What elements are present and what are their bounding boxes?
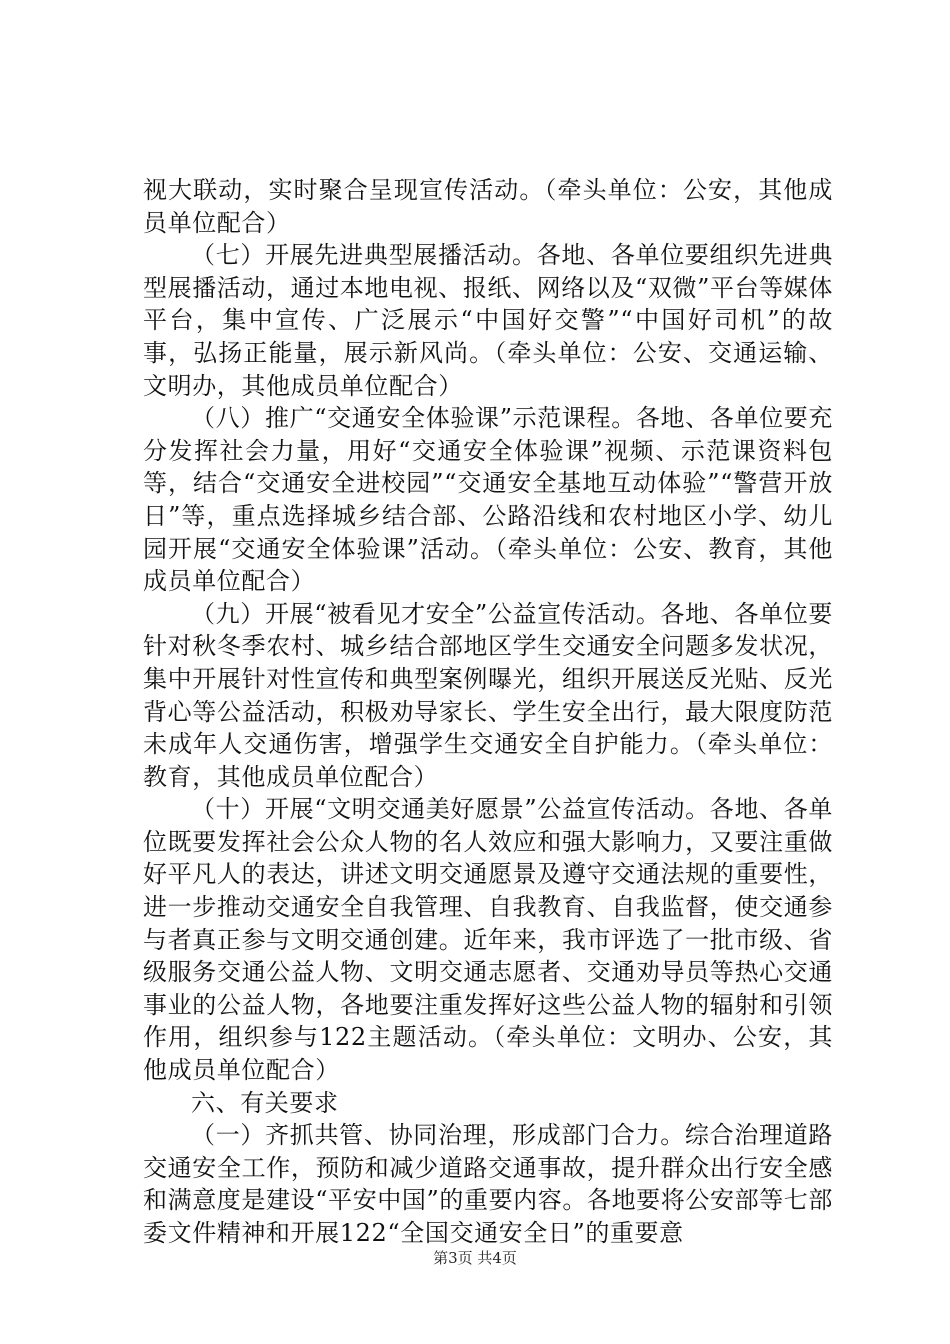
paragraph-item-9: （九）开展“被看见才安全”公益宣传活动。各地、各单位要针对秋冬季农村、城乡结合部地区学生交通安全问题多发状况，集中开展针对性宣传和典型案例曝光，组织开展送反光贴、反光背心等公益活动，积极劝导家长、学生安全出行，最大限度防范未成年人交通伤害，增强学生交通安全自护能力。（牵头单位：教育，其他成员单位配合） xyxy=(143,599,833,791)
section-heading-6: 六、有关要求 xyxy=(191,1088,339,1117)
paragraph-item-8: （八）推广“交通安全体验课”示范课程。各地、各单位要充分发挥社会力量，用好“交通安全体验课”视频、示范课资料包等，结合“交通安全进校园”“交通安全基地互动体验”“警营开放日”等，重点选择城乡结合部、公路沿线和农村地区小学、幼儿园开展“交通安全体验课”活动。（牵头单位：公安、教育，其他成员单位配合） xyxy=(143,404,833,596)
paragraph-continuation: 视大联动，实时聚合呈现宣传活动。（牵头单位：公安，其他成员单位配合） xyxy=(143,176,833,237)
paragraph-requirement-1: （一）齐抓共管、协同治理，形成部门合力。综合治理道路交通安全工作，预防和减少道路交通事故，提升群众出行安全感和满意度是建设“平安中国”的重要内容。各地要将公安部等七部委文件精神和开展122“全国交通安全日”的重要意 xyxy=(143,1121,833,1247)
document-body xyxy=(143,174,833,1250)
paragraph-item-10: （十）开展“文明交通美好愿景”公益宣传活动。各地、各单位既要发挥社会公众人物的名人效应和强大影响力，又要注重做好平凡人的表达，讲述文明交通愿景及遵守交通法规的重要性，进一步推动交通安全自我管理、自我教育、自我监督，使交通参与者真正参与文明交通创建。近年来，我市评选了一批市级、省级服务交通公益人物、文明交通志愿者、交通劝导员等热心交通事业的公益人物，各地要注重发挥好这些公益人物的辐射和引领作用，组织参与122主题活动。（牵头单位：文明办、公安，其他成员单位配合） xyxy=(143,795,833,1085)
page-footer: 第3页 共4页 xyxy=(433,1249,517,1267)
paragraph-item-7: （七）开展先进典型展播活动。各地、各单位要组织先进典型展播活动，通过本地电视、报纸、网络以及“双微”平台等媒体平台，集中宣传、广泛展示“中国好交警”“中国好司机”的故事，弘扬正能量，展示新风尚。（牵头单位：公安、交通运输、文明办，其他成员单位配合） xyxy=(143,241,833,400)
